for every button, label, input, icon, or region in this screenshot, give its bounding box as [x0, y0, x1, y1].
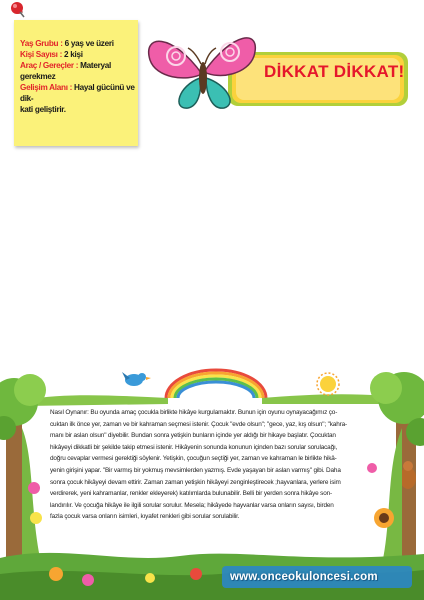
development-value-line2: kati geliştirir. — [20, 105, 66, 114]
age-group-value: 6 yaş ve üzeri — [62, 39, 114, 48]
instruction-line: cuktan ilk önce yer, zaman ve bir kahraman seçmesi istenir. Çocuk "evde olsun"; "gece, yaz, kış olsun"; "kahra- — [50, 420, 347, 428]
player-count-label: Kişi Sayısı : — [20, 50, 63, 59]
push-pin-icon — [8, 0, 28, 20]
development-label: Gelişim Alanı : — [20, 83, 73, 92]
materials-label: Araç / Gereçler : — [20, 61, 79, 70]
instruction-line: sonra çocuk hikâyeyi devam ettirir. Zaman zaman yetişkin hikâyeyi zenginleştirecek ;hayvanlara, yerlere isim — [50, 478, 341, 486]
instruction-line: hikâyeyi dikkatli bir şekilde takip etmesi istenir. Hikâyenin sonunda konunun içinden bazı sorular sorulacağı, — [50, 443, 338, 451]
instruction-line: Nasıl Oynanır: Bu oyunda amaç çocukla birlikte hikâye kurgulamaktır. Bunun için oyunu oynayacağımız ço- — [50, 409, 338, 416]
development-row — [20, 82, 138, 104]
rainbow-icon — [166, 370, 266, 398]
instruction-line: manı bir aslan olsun" diyebilir. Bundan sonra yetişkin bunların içinde yer aldığı bir hikaye başlatır. Çocuktan — [50, 432, 336, 440]
info-list — [20, 38, 138, 115]
instruction-line: landırılır. Ve çocuğa hikâye ile ilgili sorular sorulur. Mesela; hikâyede hayvanlar varsa onların sayısı, birden — [50, 501, 334, 509]
instruction-line: doğru cevaplar vermesi gerektiği söylenir. Yetişkin, çocuğun seçtiği yer, zaman ve kahraman le birlikte hikâ- — [50, 455, 337, 463]
website-link[interactable]: www.onceokuloncesi.com — [230, 571, 378, 583]
banner-title: DİKKAT DİKKAT! — [264, 62, 405, 81]
development-value-line1: Hayal gücünü ve dik- — [20, 83, 135, 103]
age-group-label: Yaş Grubu : — [20, 39, 63, 48]
player-count-value: 2 kişi — [62, 50, 83, 59]
bird-icon — [122, 372, 151, 386]
materials-value: Materyal gerekmez — [20, 61, 111, 81]
instructions-text — [50, 407, 374, 523]
development-row-cont — [20, 104, 138, 115]
materials-row — [20, 60, 138, 82]
sun-icon — [317, 373, 339, 395]
instruction-line: yenin girişini yapar. "Bir varmış bir yokmuş mevsimlerden yazmış. Evde yaşayan bir aslan varmış" gibi. Daha — [50, 466, 341, 474]
age-group-row — [20, 38, 138, 49]
instruction-line: fazla çocuk varsa onların isimleri, kıyafet renkleri gibi sorular sorulabilir. — [50, 513, 240, 521]
player-count-row — [20, 49, 138, 60]
instruction-line: verdirerek, yeni kahramanlar, renkler ekleyerek) katılımlarda bulunabilir. Belli bir yerden sonra hikâye son- — [50, 490, 333, 498]
